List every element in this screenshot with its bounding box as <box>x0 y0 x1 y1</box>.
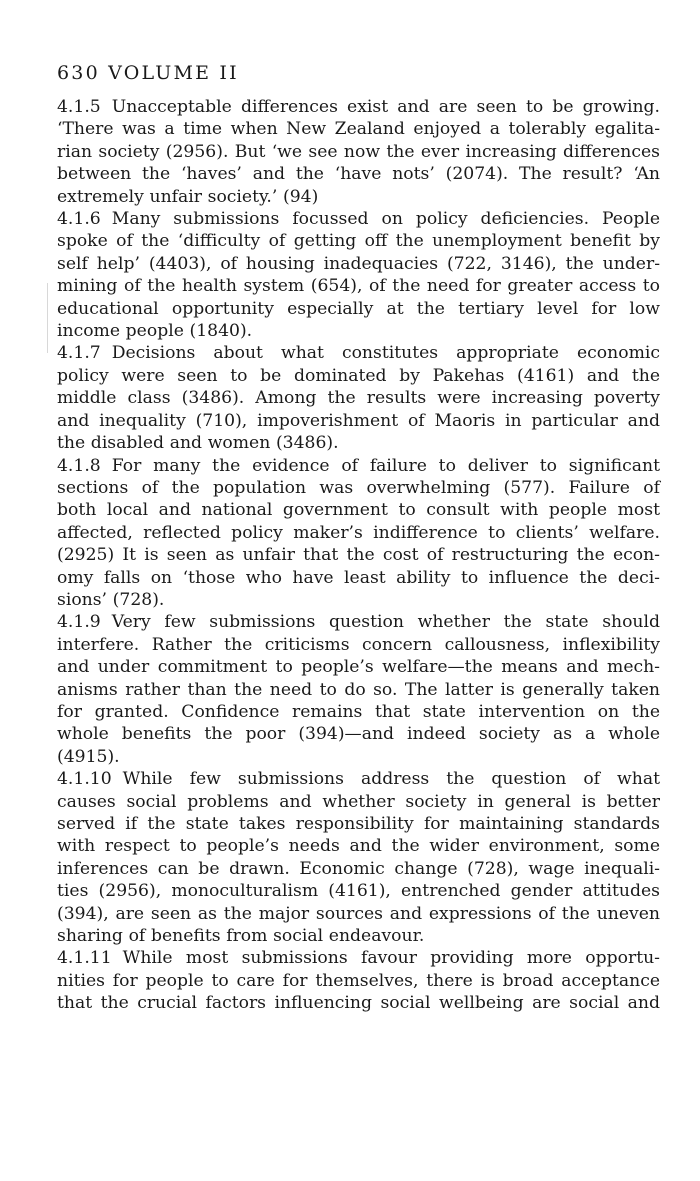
text-line <box>57 567 660 589</box>
text-line <box>57 410 660 432</box>
line-text: inferences can be drawn. Economic change (728), wage inequali- <box>57 858 660 879</box>
text-line <box>57 275 660 297</box>
line-text: For many the evidence of failure to deliver to significant <box>111 455 660 476</box>
running-head: 630 VOLUME II <box>57 62 239 84</box>
line-text: policy were seen to be dominated by Pakehas (4161) and the <box>57 365 660 386</box>
line-text: causes social problems and whether society in general is better <box>57 791 660 812</box>
line-text: interfere. Rather the criticisms concern callousness, inflexibility <box>57 634 660 655</box>
line-text: between the ‘haves’ and the ‘have nots’ (2074). The result? ‘An <box>57 164 660 185</box>
text-line <box>57 723 660 745</box>
line-text: whole benefits the poor (394)—and indeed society as a whole <box>57 724 660 745</box>
paragraph-number: 4.1.9 <box>57 612 101 633</box>
text-line <box>57 455 660 477</box>
text-line <box>57 320 660 342</box>
line-text: ‘There was a time when New Zealand enjoyed a tolerably egalita- <box>57 119 660 140</box>
line-text: self help’ (4403), of housing inadequacies (722, 3146), the under- <box>57 253 660 274</box>
line-text: nities for people to care for themselves, there is broad acceptance <box>57 970 660 991</box>
text-line <box>57 880 660 902</box>
line-text: extremely unfair society.’ (94) <box>57 186 319 207</box>
paragraph-number: 4.1.8 <box>57 455 101 476</box>
text-line <box>57 186 660 208</box>
line-text: Unacceptable differences exist and are seen to be growing. <box>111 97 660 117</box>
text-line <box>57 679 660 701</box>
line-text: middle class (3486). Among the results were increasing poverty <box>57 388 660 409</box>
line-text: spoke of the ‘difficulty of getting off the unemployment benefit by <box>57 231 660 252</box>
text-line <box>57 656 660 678</box>
text-line <box>57 477 660 499</box>
line-text: (2925) It is seen as unfair that the cost of restructuring the econ- <box>57 545 660 566</box>
text-line <box>57 208 660 230</box>
line-text: rian society (2956). But ‘we see now the ever increasing differences <box>57 141 660 162</box>
line-text: and inequality (710), impoverishment of Maoris in particular and <box>57 410 660 431</box>
text-line <box>57 432 660 454</box>
line-text: with respect to people’s needs and the wider environment, some <box>57 836 660 857</box>
line-text: (4915). <box>57 746 120 767</box>
text-line <box>57 903 660 925</box>
paragraph-4-1-5 <box>57 96 660 208</box>
paragraph-4-1-7 <box>57 342 660 454</box>
paragraph-number: 4.1.11 <box>57 948 112 969</box>
line-text: educational opportunity especially at the tertiary level for low <box>57 298 660 319</box>
text-line <box>57 746 660 768</box>
line-text: sections of the population was overwhelming (577). Failure of <box>57 477 660 498</box>
body-text <box>57 96 660 1015</box>
paragraph-4-1-10 <box>57 768 660 947</box>
paragraph-number: 4.1.10 <box>57 769 112 790</box>
text-line <box>57 970 660 992</box>
text-line <box>57 791 660 813</box>
line-text: Many submissions focussed on policy deficiencies. People <box>111 209 660 230</box>
text-line <box>57 230 660 252</box>
line-text: served if the state takes responsibility for maintaining standards <box>57 814 660 834</box>
line-text: affected, reflected policy maker’s indifference to clients’ welfare. <box>57 522 660 543</box>
line-text: both local and national government to consult with people most <box>57 500 660 521</box>
text-line <box>57 163 660 185</box>
line-text: While most submissions favour providing more opportu- <box>122 948 660 969</box>
text-line <box>57 925 660 947</box>
text-line <box>57 522 660 544</box>
line-text: Decisions about what constitutes appropriate economic <box>111 343 660 364</box>
line-text: and under commitment to people’s welfare—the means and mech- <box>57 657 660 678</box>
text-line <box>57 141 660 163</box>
line-text: While few submissions address the question of what <box>122 769 660 790</box>
text-line <box>57 858 660 880</box>
text-line <box>57 947 660 969</box>
line-text: (394), are seen as the major sources and expressions of the uneven <box>57 903 660 924</box>
text-line <box>57 634 660 656</box>
line-text: ties (2956), monoculturalism (4161), entrenched gender attitudes <box>57 881 660 902</box>
line-text: Very few submissions question whether the state should <box>111 612 660 633</box>
line-text: sions’ (728). <box>57 589 165 610</box>
text-line <box>57 387 660 409</box>
text-line <box>57 298 660 320</box>
text-line <box>57 499 660 521</box>
paragraph-number: 4.1.6 <box>57 209 101 230</box>
text-line <box>57 992 660 1014</box>
line-text: mining of the health system (654), of the need for greater access to <box>57 276 660 297</box>
paragraph-number: 4.1.7 <box>57 343 101 364</box>
text-line <box>57 768 660 790</box>
line-text: omy falls on ‘those who have least ability to influence the deci- <box>57 567 660 588</box>
text-line <box>57 813 660 835</box>
line-text: the disabled and women (3486). <box>57 433 339 454</box>
paragraph-number: 4.1.5 <box>57 97 101 117</box>
text-line <box>57 701 660 723</box>
line-text: anisms rather than the need to do so. The latter is generally taken <box>57 679 660 700</box>
text-line <box>57 253 660 275</box>
margin-mark <box>47 283 48 353</box>
text-line <box>57 365 660 387</box>
text-line <box>57 835 660 857</box>
line-text: sharing of benefits from social endeavour. <box>57 926 425 947</box>
text-line <box>57 118 660 140</box>
line-text: income people (1840). <box>57 321 253 342</box>
paragraph-4-1-6 <box>57 208 660 342</box>
paragraph-4-1-11 <box>57 947 660 1014</box>
text-line <box>57 544 660 566</box>
line-text: for granted. Confidence remains that state intervention on the <box>57 701 660 722</box>
paragraph-4-1-9 <box>57 611 660 768</box>
text-line <box>57 342 660 364</box>
paragraph-4-1-8 <box>57 455 660 612</box>
text-line <box>57 611 660 633</box>
text-line <box>57 589 660 611</box>
text-line <box>57 96 660 118</box>
line-text: that the crucial factors influencing social wellbeing are social and <box>57 993 660 1014</box>
